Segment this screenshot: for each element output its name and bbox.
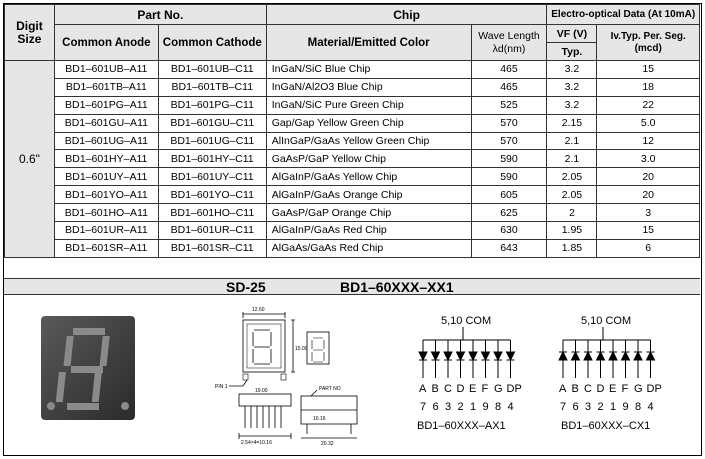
cathode-segment-label: F <box>621 383 629 395</box>
chip-material: AlGaInP/GaAs Orange Chip <box>266 186 471 204</box>
table-row <box>5 239 700 257</box>
cathode-pin-label: 3 <box>585 401 592 413</box>
wave-length: 465 <box>471 61 547 79</box>
cathode-part: BD1–601HY–C11 <box>158 150 266 168</box>
anode-part: BD1–601UY–A11 <box>54 168 158 186</box>
vf-value: 3.2 <box>547 61 597 79</box>
iv-value: 5.0 <box>597 114 700 132</box>
part-no-header: Part No. <box>54 5 266 25</box>
anode-diode <box>432 352 440 360</box>
cathode-part: BD1–601UG–C11 <box>158 132 266 150</box>
cathode-segment-label: E <box>609 383 617 395</box>
anode-segment-label: C <box>444 383 452 395</box>
anode-segment-label: F <box>481 383 489 395</box>
wave-length-header <box>471 25 547 61</box>
anode-part: BD1–601YO–A11 <box>54 186 158 204</box>
wave-length-label: Wave Length <box>478 29 540 42</box>
table-row <box>5 78 700 96</box>
cathode-part: BD1–601YO–C11 <box>158 186 266 204</box>
cathode-diode <box>572 352 580 360</box>
cathode-pin-label: 6 <box>572 401 579 413</box>
anode-part: BD1–601PG–A11 <box>54 96 158 114</box>
anode-segment-label: A <box>419 383 427 395</box>
cathode-part: BD1–601UY–C11 <box>158 168 266 186</box>
cathode-part: BD1–601UR–C11 <box>158 222 266 240</box>
cathode-diode <box>609 352 617 360</box>
anode-part: BD1–601UB–A11 <box>54 61 158 79</box>
vf-value: 2.1 <box>547 150 597 168</box>
anode-pin-label: 3 <box>445 401 452 413</box>
anode-segment-label: DP <box>506 383 522 395</box>
iv-value: 15 <box>597 61 700 79</box>
anode-part-label: BD1–60XXX–AX1 <box>417 420 506 432</box>
vf-header: VF (V) <box>547 25 597 43</box>
wave-length: 525 <box>471 96 547 114</box>
dimension-drawing <box>209 302 379 447</box>
cathode-part: BD1–601UB–C11 <box>158 61 266 79</box>
iv-value: 18 <box>597 78 700 96</box>
cathode-diode <box>647 352 655 360</box>
vf-value: 2.15 <box>547 114 597 132</box>
anode-diode <box>444 352 452 360</box>
chip-material: GaAsP/GaP Yellow Chip <box>266 150 471 168</box>
iv-value: 22 <box>597 96 700 114</box>
cathode-part: BD1–601GU–C11 <box>158 114 266 132</box>
anode-diode <box>507 352 515 360</box>
cathode-diode <box>559 352 567 360</box>
iv-value: 6 <box>597 239 700 257</box>
table-row <box>5 150 700 168</box>
display-photo <box>39 314 139 424</box>
dim-pitch: 2.54×4=10.16 <box>241 440 272 446</box>
anode-pin-label: 6 <box>432 401 439 413</box>
cathode-segment-label: C <box>584 383 592 395</box>
chip-header: Chip <box>266 5 547 25</box>
anode-pin-label: 2 <box>457 401 464 413</box>
anode-diode <box>457 352 465 360</box>
wave-length: 625 <box>471 204 547 222</box>
digit-size-header: Digit Size <box>5 5 55 61</box>
table-row <box>5 96 700 114</box>
anode-segment-label: D <box>456 383 465 395</box>
cathode-part: BD1–601TB–C11 <box>158 78 266 96</box>
anode-pin-label: 1 <box>470 401 477 413</box>
anode-diode <box>494 352 502 360</box>
dim-total: 20.32 <box>321 441 334 447</box>
anode-segment-label: B <box>431 383 439 395</box>
cathode-pin-label: 7 <box>560 401 567 413</box>
cathode-part-label: BD1–60XXX–CX1 <box>561 420 651 432</box>
cathode-pin-label: 1 <box>610 401 617 413</box>
digit-size-value: 0.6" <box>5 61 55 258</box>
cathode-segment-label: A <box>559 383 567 395</box>
iv-value: 20 <box>597 186 700 204</box>
common-cathode-header: Common Cathode <box>158 25 266 61</box>
table-row <box>5 186 700 204</box>
cathode-diode <box>597 352 605 360</box>
vf-value: 2.05 <box>547 186 597 204</box>
dim-width: 12.60 <box>252 307 265 313</box>
iv-value: 15 <box>597 222 700 240</box>
anode-part: BD1–601HY–A11 <box>54 150 158 168</box>
chip-material: AlGaInP/GaAs Yellow Chip <box>266 168 471 186</box>
wave-length: 590 <box>471 150 547 168</box>
chip-material: Gap/Gap Yellow Green Chip <box>266 114 471 132</box>
table-row <box>5 61 700 79</box>
chip-material: InGaN/SiC Pure Green Chip <box>266 96 471 114</box>
cathode-diode <box>584 352 592 360</box>
eo-header: Electro-optical Data (At 10mA) <box>547 5 700 25</box>
cathode-part: BD1–601SR–C11 <box>158 239 266 257</box>
wave-length: 630 <box>471 222 547 240</box>
chip-material: InGaN/Al2O3 Blue Chip <box>266 78 471 96</box>
vf-value: 3.2 <box>547 96 597 114</box>
anode-part: BD1–601UG–A11 <box>54 132 158 150</box>
pin1-label: PIN 1 <box>215 384 228 390</box>
package-code: SD-25 <box>226 279 266 295</box>
package-bar <box>4 278 700 295</box>
anode-pin-label: 8 <box>495 401 502 413</box>
chip-material: AlGaAs/GaAs Red Chip <box>266 239 471 257</box>
common-anode-header: Common Anode <box>54 25 158 61</box>
chip-material: InGaN/SiC Blue Chip <box>266 61 471 79</box>
vf-value: 3.2 <box>547 78 597 96</box>
anode-part: BD1–601UR–A11 <box>54 222 158 240</box>
iv-header: Iv.Typ. Per. Seg. (mcd) <box>597 25 700 61</box>
anode-pin-label: 7 <box>420 401 427 413</box>
cathode-pin-label: 2 <box>597 401 604 413</box>
cathode-com-label: 5,10 COM <box>581 315 632 327</box>
iv-value: 20 <box>597 168 700 186</box>
typ-header: Typ. <box>547 43 597 61</box>
cathode-segment-label: D <box>596 383 605 395</box>
vf-value: 1.85 <box>547 239 597 257</box>
cathode-pin-label: 8 <box>635 401 642 413</box>
iv-value: 3 <box>597 204 700 222</box>
chip-material: AlInGaP/GaAs Yellow Green Chip <box>266 132 471 150</box>
iv-value: 3.0 <box>597 150 700 168</box>
part-no-label: PART NO <box>319 386 341 392</box>
cathode-pin-label: 9 <box>622 401 629 413</box>
dim-row: 10.16 <box>313 416 326 422</box>
wave-unit-label: λd(nm) <box>492 42 526 55</box>
anode-diode <box>419 352 427 360</box>
cathode-segment-label: G <box>634 383 643 395</box>
anode-part: BD1–601HO–A11 <box>54 204 158 222</box>
table-row <box>5 222 700 240</box>
anode-pin-label: 9 <box>482 401 489 413</box>
cathode-segment-label: B <box>571 383 579 395</box>
anode-segment-label: E <box>469 383 477 395</box>
material-header: Material/Emitted Color <box>266 25 471 61</box>
cathode-segment-label: DP <box>646 383 662 395</box>
cathode-diode <box>634 352 642 360</box>
package-series: BD1–60XXX–XX1 <box>340 279 454 295</box>
chip-material: GaAsP/GaP Orange Chip <box>266 204 471 222</box>
anode-diode <box>469 352 477 360</box>
table-row <box>5 168 700 186</box>
anode-pin-label: 4 <box>507 401 514 413</box>
vf-value: 1.95 <box>547 222 597 240</box>
cathode-pin-label: 4 <box>647 401 654 413</box>
anode-part: BD1–601TB–A11 <box>54 78 158 96</box>
vf-value: 2 <box>547 204 597 222</box>
wave-length: 570 <box>471 132 547 150</box>
vf-value: 2.1 <box>547 132 597 150</box>
anode-segment-label: G <box>494 383 503 395</box>
wave-length: 465 <box>471 78 547 96</box>
table-row <box>5 132 700 150</box>
iv-value: 12 <box>597 132 700 150</box>
datasheet <box>3 3 702 456</box>
wave-length: 570 <box>471 114 547 132</box>
vf-value: 2.05 <box>547 168 597 186</box>
anode-part: BD1–601GU–A11 <box>54 114 158 132</box>
cathode-part: BD1–601PG–C11 <box>158 96 266 114</box>
table-row <box>5 114 700 132</box>
cathode-part: BD1–601HO–C11 <box>158 204 266 222</box>
anode-diode <box>482 352 490 360</box>
wave-length: 643 <box>471 239 547 257</box>
wave-length: 590 <box>471 168 547 186</box>
wave-length: 605 <box>471 186 547 204</box>
anode-com-label: 5,10 COM <box>441 315 492 327</box>
chip-material: AlGaInP/GaAs Red Chip <box>266 222 471 240</box>
cathode-diode <box>622 352 630 360</box>
table-row <box>5 204 700 222</box>
spec-table <box>4 4 700 258</box>
anode-part: BD1–601SR–A11 <box>54 239 158 257</box>
dim-height: 15.00 <box>295 346 308 352</box>
dim-depth: 19.00 <box>255 388 268 394</box>
